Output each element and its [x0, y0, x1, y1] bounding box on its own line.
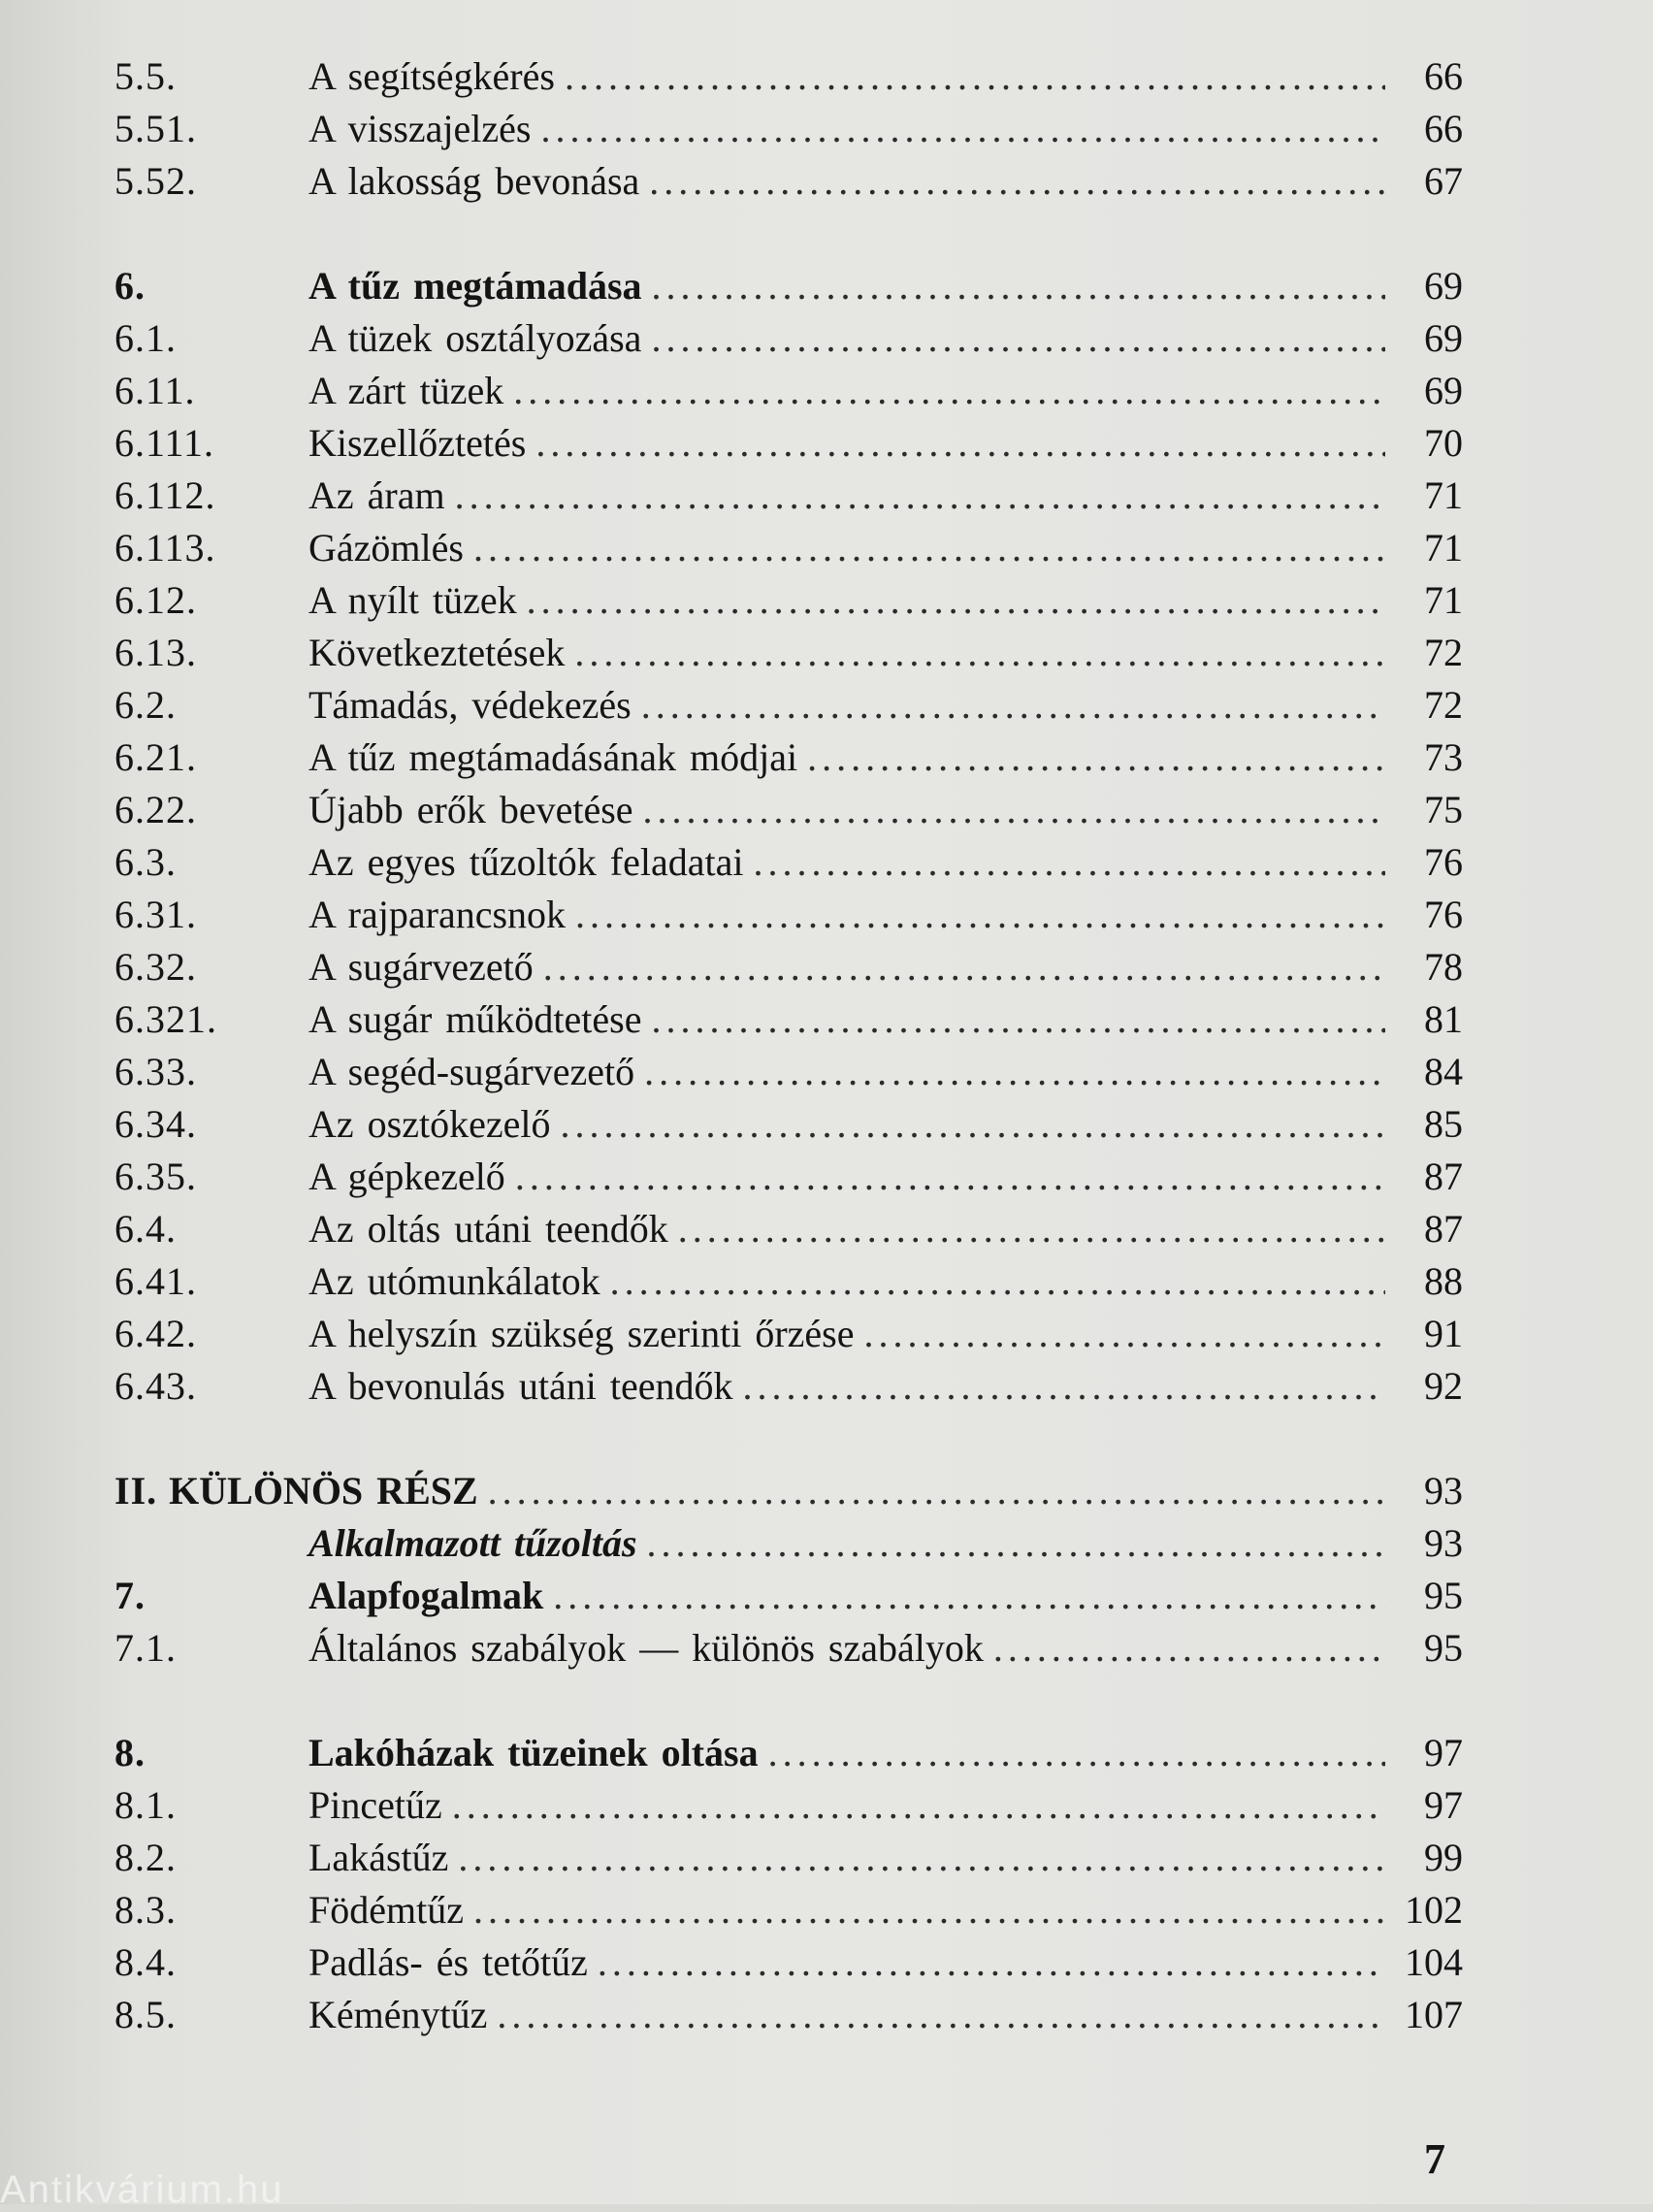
toc-entry — [114, 1727, 1463, 1779]
toc-entry — [114, 1360, 1463, 1413]
dot-leader — [473, 1884, 1385, 1936]
toc-entry-title: Támadás, védekezés — [308, 683, 632, 727]
dot-leader — [452, 1779, 1385, 1832]
toc-entry-title: Gázömlés — [308, 526, 464, 569]
dot-leader — [541, 103, 1386, 155]
toc-entry-page: 76 — [1424, 840, 1463, 884]
toc-entry — [114, 732, 1463, 784]
toc-entry-page: 76 — [1424, 893, 1463, 936]
toc-entry — [114, 1046, 1463, 1098]
toc-entry — [114, 993, 1463, 1046]
toc-entry — [114, 627, 1463, 679]
toc-entry — [114, 679, 1463, 732]
toc-entry — [114, 1989, 1463, 2041]
toc-entry-page: 78 — [1424, 945, 1463, 989]
toc-entry-number: 8. — [114, 1731, 146, 1774]
toc-entry-title: A tűz megtámadásának módjai — [308, 735, 798, 779]
toc-entry-title: Kiszellőztetés — [308, 421, 527, 465]
toc-entry-title: Az osztókezelő — [308, 1102, 551, 1146]
toc-entry-title: A segéd-sugárvezető — [308, 1050, 635, 1093]
toc-entry-page: 66 — [1424, 107, 1463, 150]
dot-leader — [644, 1046, 1385, 1098]
toc-entry — [114, 1308, 1463, 1360]
toc-entry-page: 104 — [1405, 1940, 1463, 1984]
toc-entry — [114, 417, 1463, 470]
toc-entry-title: A gépkezelő — [308, 1155, 505, 1198]
toc-entry-number: 6.3. — [114, 840, 177, 884]
toc-entry — [114, 470, 1463, 522]
toc-entry-number: 6.41. — [114, 1259, 197, 1303]
toc-entry-number: 8.3. — [114, 1888, 177, 1932]
toc-entry-page: 91 — [1424, 1312, 1463, 1355]
dot-leader — [565, 50, 1385, 103]
watermark-text: Antikvárium.hu — [0, 2168, 284, 2211]
toc-entry — [114, 155, 1463, 208]
toc-entry-page: 93 — [1424, 1469, 1463, 1513]
toc-entry-title: Az egyes tűzoltók feladatai — [308, 840, 744, 884]
dot-leader — [455, 470, 1385, 522]
toc-entry-title: Alkalmazott tűzoltás — [308, 1521, 637, 1565]
toc-entry-number: 8.5. — [114, 1993, 177, 2036]
dot-leader — [753, 836, 1385, 889]
toc-entry-number: 6.112. — [114, 473, 216, 517]
toc-entry-number: 6.42. — [114, 1312, 197, 1355]
toc-entry — [114, 103, 1463, 155]
toc-entry-number: 6.13. — [114, 631, 197, 674]
toc-entry-title: Lakástűz — [308, 1836, 449, 1879]
toc-entry — [114, 522, 1463, 574]
toc-entry-title: Általános szabályok — különös szabályok — [308, 1626, 984, 1670]
toc-entry-title: Padlás- és tetőtűz — [308, 1940, 588, 1984]
toc-entry-page: 99 — [1424, 1836, 1463, 1879]
toc-entry — [114, 1203, 1463, 1255]
toc-entry-page: 84 — [1424, 1050, 1463, 1093]
toc-entry — [114, 1255, 1463, 1308]
toc-entry — [114, 1465, 1463, 1517]
dot-leader — [864, 1308, 1385, 1360]
toc-entry — [114, 784, 1463, 836]
toc-entry-page: 97 — [1424, 1731, 1463, 1774]
toc-entry — [114, 1098, 1463, 1151]
toc-entry-title: Az áram — [308, 473, 445, 517]
toc-entry-number: 7.1. — [114, 1626, 177, 1670]
dot-leader — [458, 1832, 1385, 1884]
dot-leader — [575, 889, 1385, 941]
toc-entry-title: Az utómunkálatok — [308, 1259, 600, 1303]
toc-entry-number: 5.5. — [114, 54, 177, 98]
dot-leader — [647, 1517, 1385, 1570]
toc-entry-page: 69 — [1424, 316, 1463, 360]
toc-entry — [114, 1570, 1463, 1622]
toc-entry-number: 6.31. — [114, 893, 197, 936]
toc-entry — [114, 1517, 1463, 1570]
dot-leader — [598, 1936, 1385, 1989]
toc-entry-number: 6.35. — [114, 1155, 197, 1198]
toc-entry-page: 70 — [1424, 421, 1463, 465]
toc-entry — [114, 312, 1463, 365]
dot-leader — [678, 1203, 1385, 1255]
toc-entry-title: KÜLÖNÖS RÉSZ — [169, 1469, 478, 1513]
toc-entry — [114, 836, 1463, 889]
toc-entry-number: 7. — [114, 1574, 146, 1617]
toc-entry-title: A nyílt tüzek — [308, 578, 517, 622]
toc-entry-number: 6.4. — [114, 1207, 177, 1251]
dot-leader — [651, 312, 1385, 365]
toc-entry-title: A visszajelzés — [308, 107, 532, 150]
toc-entry-page: 75 — [1424, 788, 1463, 831]
dot-leader — [641, 679, 1385, 732]
toc-entry — [114, 1936, 1463, 1989]
toc-entry-title: A helyszín szükség szerinti őrzése — [308, 1312, 855, 1355]
toc-entry-number: 6.12. — [114, 578, 197, 622]
toc-entry-number: 5.52. — [114, 159, 197, 203]
toc-entry — [114, 365, 1463, 417]
toc-entry-page: 95 — [1424, 1626, 1463, 1670]
toc-entry-number: 6.111. — [114, 421, 215, 465]
toc-entry-page: 97 — [1424, 1783, 1463, 1827]
toc-entry-title: Födémtűz — [308, 1888, 464, 1932]
toc-entry-number: 6.33. — [114, 1050, 197, 1093]
toc-entry — [114, 260, 1463, 312]
table-of-contents — [114, 50, 1463, 2041]
dot-leader — [993, 1622, 1385, 1675]
toc-entry-page: 107 — [1405, 1993, 1463, 2036]
toc-entry-page: 95 — [1424, 1574, 1463, 1617]
toc-entry-page: 69 — [1424, 264, 1463, 308]
toc-entry-title: A segítségkérés — [308, 54, 555, 98]
toc-entry-page: 85 — [1424, 1102, 1463, 1146]
toc-entry-page: 73 — [1424, 735, 1463, 779]
toc-entry-title: Kéménytűz — [308, 1993, 488, 2036]
toc-entry-title: A zárt tüzek — [308, 369, 504, 412]
toc-entry-page: 66 — [1424, 54, 1463, 98]
dot-leader — [535, 417, 1385, 470]
toc-entry-page: 87 — [1424, 1207, 1463, 1251]
dot-leader — [513, 365, 1385, 417]
dot-leader — [652, 993, 1386, 1046]
toc-spacer — [114, 208, 1463, 260]
toc-entry-page: 71 — [1424, 578, 1463, 622]
toc-entry-page: 92 — [1424, 1364, 1463, 1408]
toc-entry-number: 8.2. — [114, 1836, 177, 1879]
toc-entry — [114, 574, 1463, 627]
dot-leader — [543, 941, 1385, 993]
toc-entry — [114, 1884, 1463, 1936]
toc-entry-page: 72 — [1424, 631, 1463, 674]
toc-entry-number: 6.11. — [114, 369, 196, 412]
toc-entry — [114, 941, 1463, 993]
toc-entry — [114, 889, 1463, 941]
toc-entry-page: 88 — [1424, 1259, 1463, 1303]
toc-entry-number: 8.4. — [114, 1940, 177, 1984]
dot-leader — [515, 1151, 1385, 1203]
toc-entry-number: 8.1. — [114, 1783, 177, 1827]
toc-spacer — [114, 1675, 1463, 1727]
dot-leader — [488, 1465, 1385, 1517]
dot-leader — [574, 627, 1385, 679]
toc-entry-page: 71 — [1424, 526, 1463, 569]
toc-entry-page: 72 — [1424, 683, 1463, 727]
toc-entry-page: 69 — [1424, 369, 1463, 412]
dot-leader — [473, 522, 1385, 574]
toc-entry-number: 6.34. — [114, 1102, 197, 1146]
dot-leader — [553, 1570, 1385, 1622]
toc-entry-title: A sugár működtetése — [308, 997, 642, 1041]
dot-leader — [649, 155, 1385, 208]
toc-entry-title: Következtetések — [308, 631, 566, 674]
toc-entry-number: 6.32. — [114, 945, 197, 989]
toc-entry-title: Pincetűz — [308, 1783, 442, 1827]
dot-leader — [610, 1255, 1385, 1308]
page-number: 7 — [1424, 2135, 1445, 2183]
dot-leader — [643, 784, 1385, 836]
toc-entry-number: 6.1. — [114, 316, 177, 360]
toc-entry — [114, 1832, 1463, 1884]
toc-entry-number: II. — [114, 1469, 158, 1513]
toc-entry-page: 87 — [1424, 1155, 1463, 1198]
dot-leader — [768, 1727, 1385, 1779]
toc-entry-title: Újabb erők bevetése — [308, 788, 633, 831]
toc-entry-title: A sugárvezető — [308, 945, 534, 989]
toc-entry-title: Az oltás utáni teendők — [308, 1207, 668, 1251]
dot-leader — [497, 1989, 1385, 2041]
toc-entry-number: 6. — [114, 264, 146, 308]
dot-leader — [652, 260, 1385, 312]
toc-entry-number: 6.21. — [114, 735, 197, 779]
toc-entry — [114, 50, 1463, 103]
toc-entry-page: 102 — [1405, 1888, 1463, 1932]
toc-entry — [114, 1622, 1463, 1675]
toc-entry-number: 6.2. — [114, 683, 177, 727]
dot-leader — [742, 1360, 1385, 1413]
toc-entry-page: 71 — [1424, 473, 1463, 517]
toc-entry-number: 6.113. — [114, 526, 216, 569]
toc-entry-title: A rajparancsnok — [308, 893, 567, 936]
toc-entry-title: A bevonulás utáni teendők — [308, 1364, 733, 1408]
dot-leader — [560, 1098, 1385, 1151]
dot-leader — [807, 732, 1385, 784]
toc-entry-page: 81 — [1424, 997, 1463, 1041]
toc-entry-number: 6.43. — [114, 1364, 197, 1408]
toc-spacer — [114, 1413, 1463, 1465]
toc-entry — [114, 1779, 1463, 1832]
toc-entry-title: Lakóházak tüzeinek oltása — [308, 1731, 759, 1774]
toc-entry-title: A lakosság bevonása — [308, 159, 640, 203]
toc-entry-page: 93 — [1424, 1521, 1463, 1565]
toc-entry-title: A tűz megtámadása — [308, 264, 642, 308]
dot-leader — [527, 574, 1385, 627]
toc-entry-title: Alapfogalmak — [308, 1574, 544, 1617]
toc-entry-title: A tüzek osztályozása — [308, 316, 642, 360]
toc-entry-number: 5.51. — [114, 107, 197, 150]
toc-entry-page: 67 — [1424, 159, 1463, 203]
toc-entry — [114, 1151, 1463, 1203]
toc-entry-number: 6.22. — [114, 788, 197, 831]
toc-entry-number: 6.321. — [114, 997, 217, 1041]
